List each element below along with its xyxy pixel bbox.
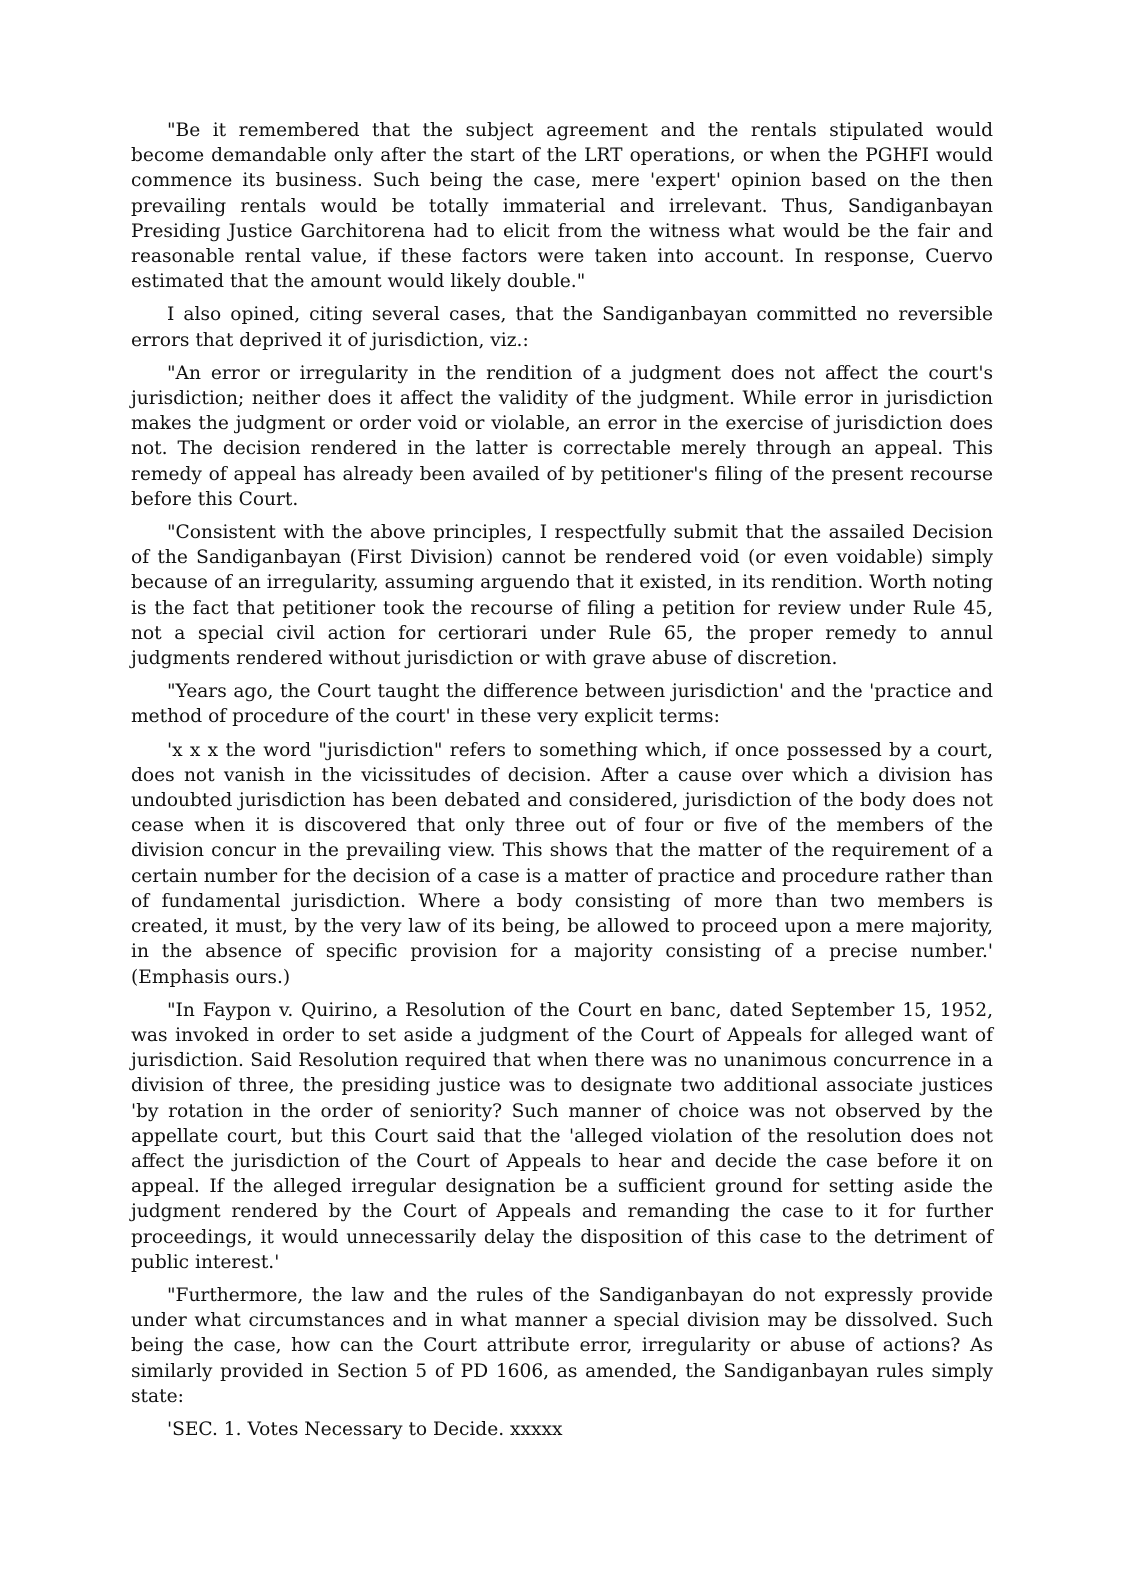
paragraph-opinion-intro: I also opined, citing several cases, that the Sandiganbayan committed no reversible errors that deprived it of jurisdiction, viz.: <box>131 304 993 351</box>
paragraph-consistent-principles: "Consistent with the above principles, I respectfully submit that the assailed Decision of the Sandiganbayan (First Division) cannot be rendered void (or even voidable) simply because of an irregularity, assuming arguendo that it existed, in its rendition. Worth noting is the fact that petitioner took the recourse of filing a petition for review under Rule 45, not a special civil action for certiorari under Rule 65, the proper remedy to annul judgments rendered without jurisdiction or with grave abuse of discretion. <box>131 522 993 670</box>
paragraph-years-ago: "Years ago, the Court taught the difference between jurisdiction' and the 'practice and method of procedure of the court' in these very explicit terms: <box>131 681 993 728</box>
document-page <box>131 118 993 1450</box>
paragraph-faypon-v-quirino: "In Faypon v. Quirino, a Resolution of the Court en banc, dated September 15, 1952, was invoked in order to set aside a judgment of the Court of Appeals for alleged want of jurisdiction. Said Resolution required that when there was no unanimous concurrence in a division of three, the presiding justice was to designate two additional associate justices 'by rotation in the order of seniority? Such manner of choice was not observed by the appellate court, but this Court said that the 'alleged violation of the resolution does not affect the jurisdiction of the Court of Appeals to hear and decide the case before it on appeal. If the alleged irregular designation be a sufficient ground for setting aside the judgment rendered by the Court of Appeals and remanding the case to it for further proceedings, it would unnecessarily delay the disposition of this case to the detriment of public interest.' <box>131 999 993 1273</box>
paragraph-jurisdiction-definition: 'x x x the word "jurisdiction" refers to something which, if once possessed by a court, does not vanish in the vicissitudes of decision. After a cause over which a division has undoubted jurisdiction has been debated and considered, jurisdiction of the body does not cease when it is discovered that only three out of four or five of the members of the division concur in the prevailing view. This shows that the matter of the requirement of a certain number for the decision of a case is a matter of practice and procedure rather than of fundamental jurisdiction. Where a body consisting of more than two members is created, it must, by the very law of its being, be allowed to proceed upon a mere majority, in the absence of specific provision for a majority consisting of a precise number.' (Emphasis ours.) <box>131 739 993 988</box>
paragraph-rentals-quote: "Be it remembered that the subject agreement and the rentals stipulated would become demandable only after the start of the LRT operations, or when the PGHFI would commence its business. Such being the case, mere 'expert' opinion based on the then prevailing rentals would be totally immaterial and irrelevant. Thus, Sandiganbayan Presiding Justice Garchitorena had to elicit from the witness what would be the fair and reasonable rental value, if these factors were taken into account. In response, Cuervo estimated that the amount would likely double." <box>131 120 993 293</box>
paragraph-sec-1-votes: 'SEC. 1. Votes Necessary to Decide. xxxxx <box>167 1418 563 1440</box>
paragraph-furthermore: "Furthermore, the law and the rules of the Sandiganbayan do not expressly provide under what circumstances and in what manner a special division may be dissolved. Such being the case, how can the Court attribute error, irregularity or abuse of actions? As similarly provided in Section 5 of PD 1606, as amended, the Sandiganbayan rules simply state: <box>131 1284 993 1407</box>
paragraph-error-jurisdiction: "An error or irregularity in the rendition of a judgment does not affect the court's jurisdiction; neither does it affect the validity of the judgment. While error in jurisdiction makes the judgment or order void or violable, an error in the exercise of jurisdiction does not. The decision rendered in the latter is correctable merely through an appeal. This remedy of appeal has already been availed of by petitioner's filing of the present recourse before this Court. <box>131 362 993 510</box>
